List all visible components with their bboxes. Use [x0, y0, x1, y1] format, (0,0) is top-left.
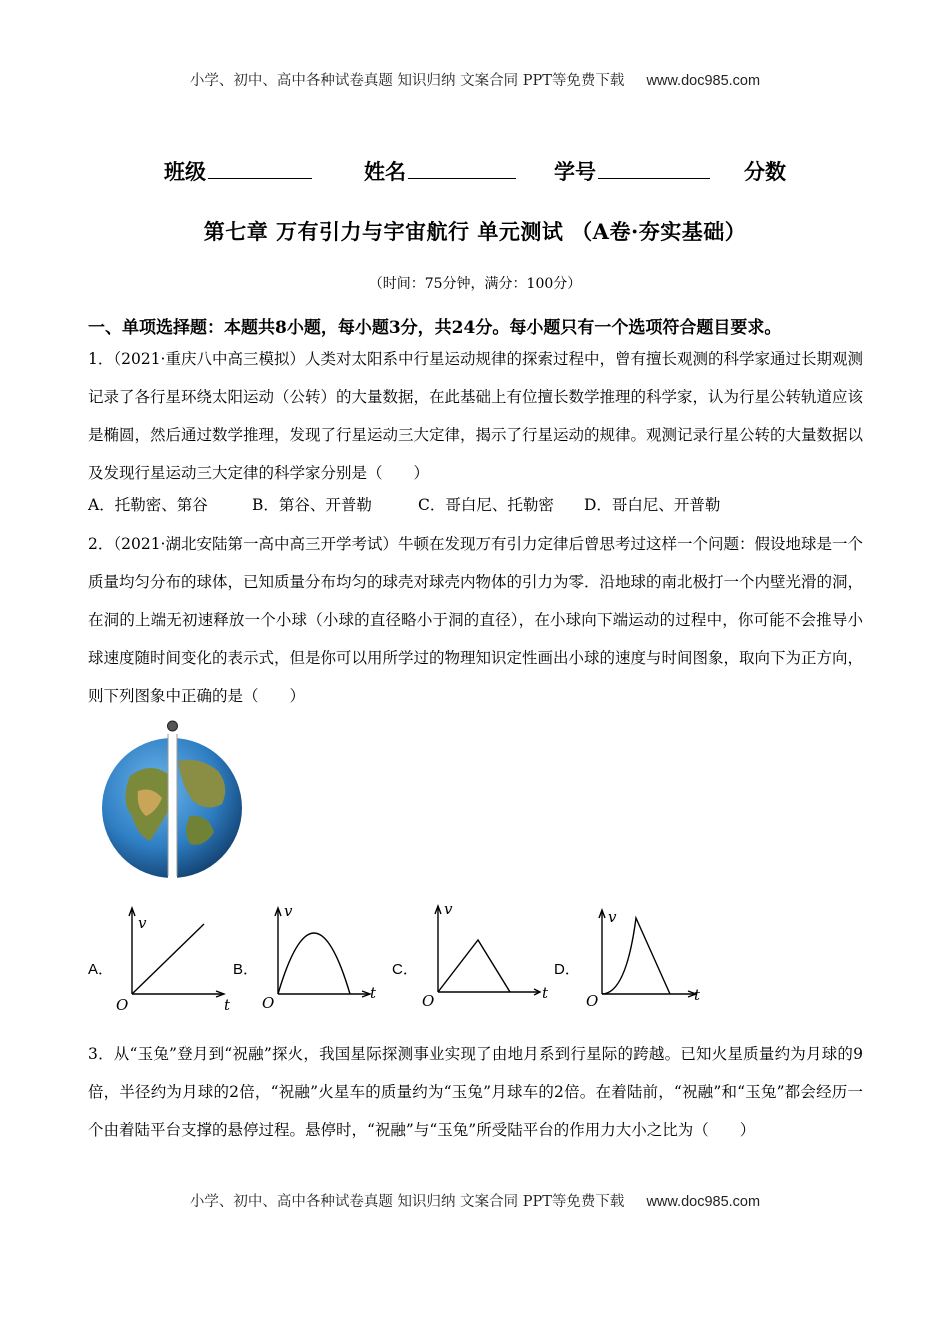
- footer-url[interactable]: www.doc985.com: [646, 1194, 761, 1210]
- graph-a[interactable]: [112, 898, 232, 1014]
- t-axis-label: t: [542, 984, 549, 1002]
- footer-text: 小学、初中、高中各种试卷真题 知识归纳 文案合同 PPT等免费下载: [189, 1194, 625, 1210]
- t-axis-label: t: [370, 984, 377, 1002]
- v-axis-label: v: [444, 900, 453, 918]
- graph-label-b[interactable]: B．: [233, 961, 259, 978]
- graph-d[interactable]: [582, 898, 702, 1010]
- score-label: 分数: [744, 159, 786, 184]
- class-label: 班级: [164, 159, 206, 184]
- option-d[interactable]: D．哥白尼、开普勒: [584, 496, 721, 514]
- option-b[interactable]: B．第谷、开普勒: [252, 496, 372, 514]
- id-blank[interactable]: [598, 161, 710, 179]
- t-axis-label: t: [694, 986, 701, 1004]
- graph-c[interactable]: [420, 898, 549, 1010]
- name-label: 姓名: [364, 159, 406, 184]
- graph-label-d[interactable]: D．: [554, 961, 580, 978]
- header-text: 小学、初中、高中各种试卷真题 知识归纳 文案合同 PPT等免费下载: [189, 73, 625, 89]
- origin-label: O: [262, 994, 275, 1012]
- page-footer: [0, 1190, 950, 1211]
- earth-globe-image: [90, 716, 255, 881]
- origin-label: O: [116, 996, 129, 1014]
- question-1-text: 1．（2021·重庆八中高三模拟）人类对太阳系中行星运动规律的探索过程中，曾有擅长观测的科学家通过长期观测记录了各行星环绕太阳运动（公转）的大量数据，在此基础上有位擅长数学推理的科学家，认为行星公转轨道应该是椭圆，然后通过数学推理，发现了行星运动三大定律，揭示了行星运动的规律。观测记录行星公转的大量数据以及发现行星运动三大定律的科学家分别是（ ）: [88, 350, 864, 482]
- id-label: 学号: [554, 159, 596, 184]
- v-axis-label: v: [138, 914, 147, 932]
- option-c[interactable]: C．哥白尼、托勒密: [418, 496, 554, 514]
- t-axis-label: t: [224, 996, 231, 1014]
- section-heading: 一、单项选择题：本题共8小题，每小题3分，共24分。每小题只有一个选项符合题目要求。: [88, 318, 782, 338]
- time-line: （时间：75分钟，满分：100分）: [368, 276, 582, 292]
- name-blank[interactable]: [408, 161, 516, 179]
- graph-b[interactable]: [258, 898, 378, 1010]
- page-header: [0, 69, 950, 90]
- header-url[interactable]: www.doc985.com: [646, 73, 761, 89]
- page-title: 第七章 万有引力与宇宙航行 单元测试 （A卷·夯实基础）: [203, 219, 747, 244]
- question-3-text: 3．从“玉兔”登月到“祝融”探火，我国星际探测事业实现了由地月系到行星际的跨越。已知火星质量约为月球的9倍，半径约为月球的2倍，“祝融”火星车的质量约为“玉兔”月球车的2倍。在着陆前，“祝融”和“玉兔”都会经历一个由着陆平台支撑的悬停过程。悬停时，“祝融”与“玉兔”所受陆平台的作用力大小之比为（ ）: [88, 1045, 863, 1139]
- v-axis-label: v: [608, 908, 617, 926]
- class-blank[interactable]: [208, 161, 312, 179]
- v-axis-label: v: [284, 902, 293, 920]
- question-2-text: 2．（2021·湖北安陆第一高中高三开学考试）牛顿在发现万有引力定律后曾思考过这样一个问题：假设地球是一个质量均匀分布的球体，已知质量分布均匀的球壳对球壳内物体的引力为零．沿地球的南北极打一个内壁光滑的洞，在洞的上端无初速释放一个小球（小球的直径略小于洞的直径），在小球向下端运动的过程中，你可能不会推导小球速度随时间变化的表示式，但是你可以用所学过的物理知识定性画出小球的速度与时间图象，取向下为正方向，则下列图象中正确的是（ ）: [88, 535, 864, 705]
- graph-label-c[interactable]: C．: [392, 961, 418, 978]
- origin-label: O: [586, 992, 599, 1010]
- graph-label-a[interactable]: A．: [88, 961, 114, 978]
- origin-label: O: [422, 992, 435, 1010]
- option-a[interactable]: A．托勒密、第谷: [88, 496, 208, 514]
